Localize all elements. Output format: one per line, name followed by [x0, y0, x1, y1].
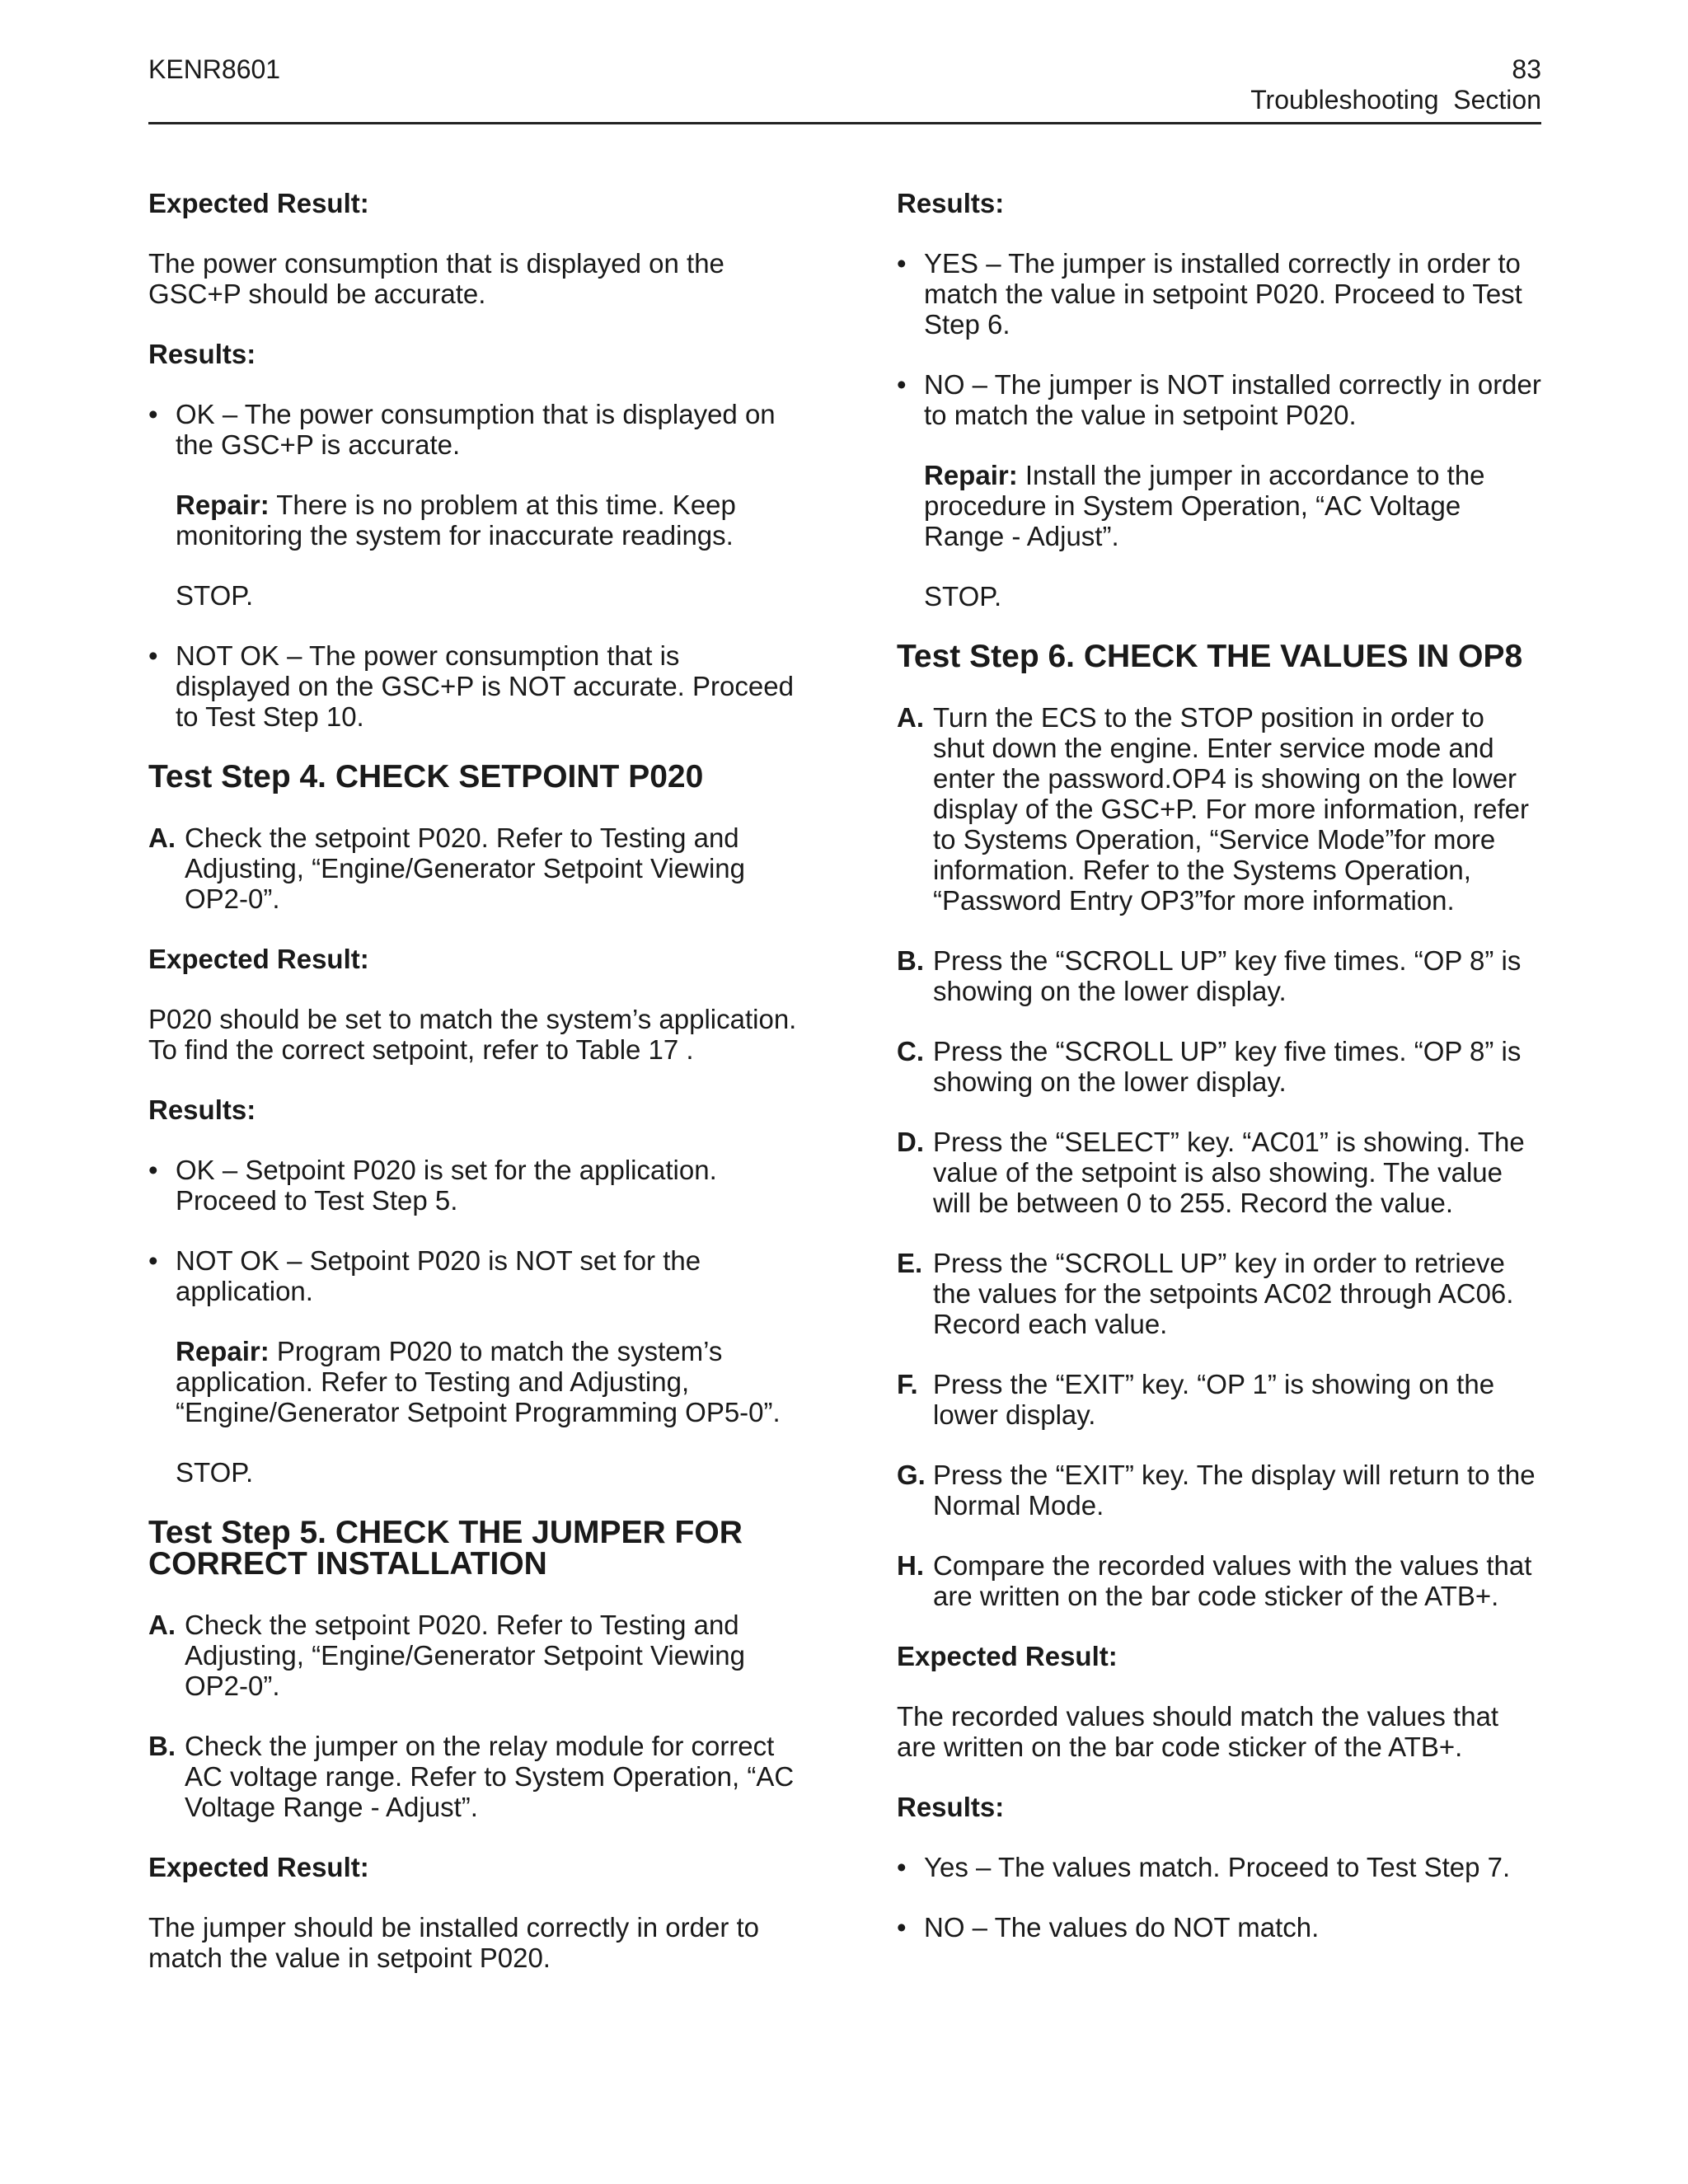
step-letter: F. — [897, 1369, 918, 1399]
step4-heading: Test Step 4. CHECK SETPOINT P020 — [148, 759, 704, 794]
repair-text: Install the jumper in accordance to the procedure in System Operation, “AC Voltage Range - Adjust”. — [924, 460, 1485, 551]
step6-c — [897, 1036, 1541, 1097]
expected-result-label: Expected Result: — [148, 944, 369, 974]
document-id: KENR8601 — [148, 54, 281, 84]
step5-b — [148, 1731, 799, 1822]
result-yes — [897, 248, 1541, 340]
result-not-ok — [148, 1245, 799, 1488]
result-ok — [148, 399, 799, 611]
stop-text: STOP. — [924, 581, 1002, 612]
step-letter: H. — [897, 1550, 924, 1581]
step-text: Check the setpoint P020. Refer to Testing and Adjusting, “Engine/Generator Setpoint Viewing OP2-0”. — [185, 823, 745, 914]
result-key: OK — [176, 399, 215, 429]
bullet-icon: • — [148, 1245, 158, 1276]
left-column — [148, 188, 799, 2003]
results-label: Results: — [148, 339, 256, 369]
step-text: Turn the ECS to the STOP position in order to shut down the engine. Enter service mode and enter the password.OP4 is showing on the lower display of the GSC+P. For more information, refer to Systems Operation, “Service Mode”for more information. Refer to the Systems Operation, “Password Entry OP3”for more information. — [933, 702, 1529, 916]
result-no — [897, 1912, 1541, 1943]
page-header — [148, 54, 1541, 124]
step-text: Press the “SCROLL UP” key in order to retrieve the values for the setpoints AC02 through AC06. Record each value. — [933, 1248, 1514, 1339]
step-letter: B. — [148, 1731, 176, 1761]
result-key: YES — [924, 248, 979, 279]
step6-heading: Test Step 6. CHECK THE VALUES IN OP8 — [897, 639, 1523, 674]
results-label: Results: — [897, 1792, 1005, 1822]
expected-result-text: The power consumption that is displayed on the GSC+P should be accurate. — [148, 248, 724, 309]
bullet-icon: • — [897, 1912, 907, 1943]
step5-heading: Test Step 5. CHECK THE JUMPER FOR CORRECT INSTALLATION — [148, 1515, 743, 1582]
repair-text: There is no problem at this time. Keep monitoring the system for inaccurate readings. — [176, 490, 736, 551]
repair-text: Program P020 to match the system’s application. Refer to Testing and Adjusting, “Engine/Generator Setpoint Programming OP5-0”. — [176, 1336, 781, 1427]
result-text: – Setpoint P020 is set for the application. Proceed to Test Step 5. — [176, 1155, 717, 1216]
step-letter: G. — [897, 1460, 926, 1490]
right-column — [897, 188, 1541, 1972]
page-number: 83 — [1512, 54, 1541, 84]
bullet-icon: • — [897, 248, 907, 279]
repair-label: Repair: — [176, 1336, 270, 1366]
expected-result-label: Expected Result: — [148, 1852, 369, 1882]
step6-d — [897, 1127, 1541, 1218]
step5-a — [148, 1610, 799, 1701]
step-letter: B. — [897, 945, 924, 976]
bullet-icon: • — [897, 1852, 907, 1882]
result-key: NO — [924, 1912, 965, 1943]
bullet-icon: • — [148, 1155, 158, 1185]
section-name: Troubleshooting Section — [1250, 85, 1541, 115]
result-ok — [148, 1155, 799, 1216]
step6-h — [897, 1550, 1541, 1611]
step-letter: A. — [148, 1610, 176, 1640]
step-text: Press the “SCROLL UP” key five times. “OP 8” is showing on the lower display. — [933, 1036, 1522, 1097]
result-key: NOT OK — [176, 1245, 279, 1276]
results-label: Results: — [897, 188, 1005, 218]
step-letter: A. — [148, 823, 176, 853]
expected-result-label: Expected Result: — [897, 1641, 1118, 1671]
step-text: Check the setpoint P020. Refer to Testing and Adjusting, “Engine/Generator Setpoint Viewing OP2-0”. — [185, 1610, 745, 1701]
repair-note — [924, 460, 1541, 551]
result-yes — [897, 1852, 1541, 1882]
step-text: Press the “EXIT” key. The display will return to the Normal Mode. — [933, 1460, 1536, 1521]
step-text: Press the “EXIT” key. “OP 1” is showing on the lower display. — [933, 1369, 1495, 1430]
step-text: Press the “SELECT” key. “AC01” is showing. The value of the setpoint is also showing. The value will be between 0 to 255. Record the value. — [933, 1127, 1525, 1218]
result-key: Yes — [924, 1852, 968, 1882]
step-letter: E. — [897, 1248, 923, 1278]
repair-label: Repair: — [924, 460, 1018, 490]
expected-result-text: The jumper should be installed correctly in order to match the value in setpoint P020. — [148, 1912, 760, 1973]
result-key: NOT OK — [176, 640, 279, 671]
step-text: Check the jumper on the relay module for correct AC voltage range. Refer to System Operation, “AC Voltage Range - Adjust”. — [185, 1731, 795, 1822]
result-key: NO — [924, 369, 965, 400]
header-right — [1250, 54, 1541, 115]
step-text: Compare the recorded values with the values that are written on the bar code sticker of the ATB+. — [933, 1550, 1532, 1611]
step6-g — [897, 1460, 1541, 1521]
step-letter: C. — [897, 1036, 924, 1066]
repair-label: Repair: — [176, 490, 270, 520]
result-text: – The jumper is NOT installed correctly in order to match the value in setpoint P020. — [924, 369, 1541, 430]
step6-f — [897, 1369, 1541, 1430]
step-letter: D. — [897, 1127, 924, 1157]
step-letter: A. — [897, 702, 924, 733]
result-text: – The values do NOT match. — [964, 1912, 1320, 1943]
result-text: – The power consumption that is displayed on the GSC+P is NOT accurate. Proceed to Test Step 10. — [176, 640, 794, 732]
repair-note — [176, 490, 799, 551]
expected-result-text: P020 should be set to match the system’s application. To find the correct setpoint, refer to Table 17 . — [148, 1004, 797, 1065]
expected-result-label: Expected Result: — [148, 188, 369, 218]
stop-text: STOP. — [176, 1457, 254, 1488]
result-text: – The jumper is installed correctly in order to match the value in setpoint P020. Proceed to Test Step 6. — [924, 248, 1522, 340]
bullet-icon: • — [148, 640, 158, 671]
expected-result-text: The recorded values should match the values that are written on the bar code sticker of the ATB+. — [897, 1701, 1499, 1762]
result-text: – Setpoint P020 is NOT set for the application. — [176, 1245, 701, 1306]
result-key: OK — [176, 1155, 215, 1185]
result-text: – The power consumption that is displayed on the GSC+P is accurate. — [176, 399, 776, 460]
stop-text: STOP. — [176, 580, 254, 611]
step6-e — [897, 1248, 1541, 1339]
result-not-ok — [148, 640, 799, 732]
step-text: Press the “SCROLL UP” key five times. “OP 8” is showing on the lower display. — [933, 945, 1522, 1006]
step6-a — [897, 702, 1541, 916]
repair-note — [176, 1336, 799, 1427]
bullet-icon: • — [148, 399, 158, 429]
results-label: Results: — [148, 1094, 256, 1125]
step4-a — [148, 823, 799, 914]
result-no — [897, 369, 1541, 612]
result-text: – The values match. Proceed to Test Step 7. — [968, 1852, 1511, 1882]
bullet-icon: • — [897, 369, 907, 400]
step6-b — [897, 945, 1541, 1006]
